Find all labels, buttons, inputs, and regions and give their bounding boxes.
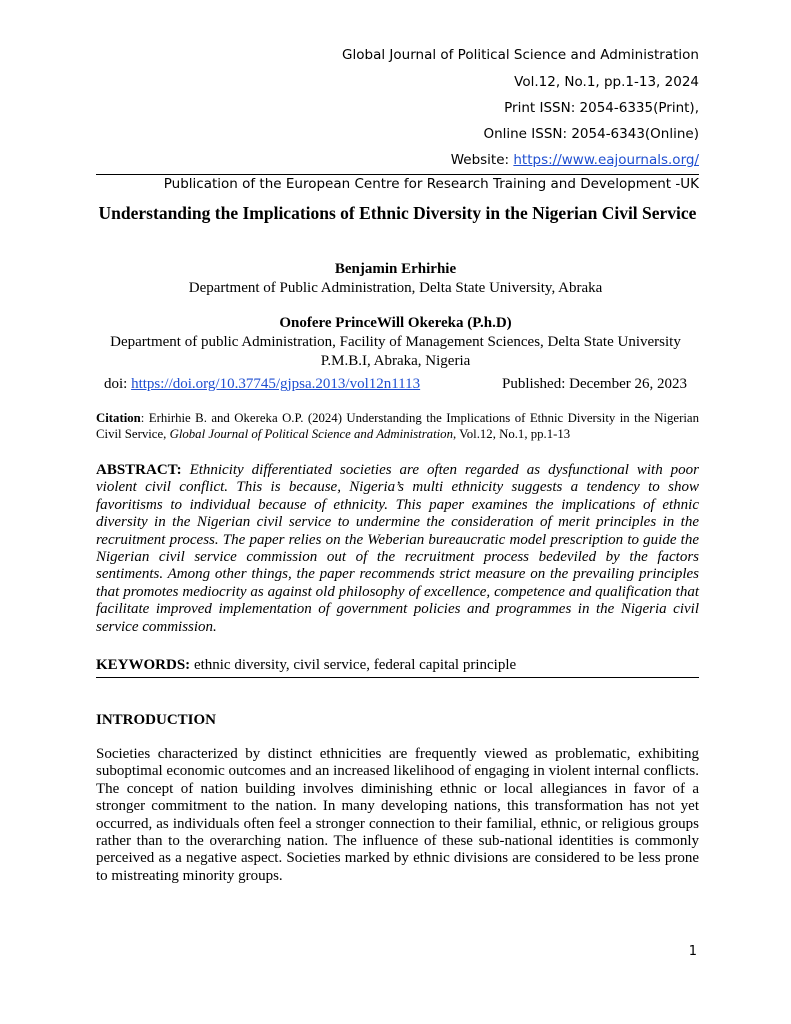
header-divider: [96, 174, 699, 175]
publisher-line: Publication of the European Centre for Research Training and Development -UK: [163, 176, 699, 192]
citation-text-before: : Erhirhie B. and Okereka O.P. (2024) Understanding the Implications of Ethnic Diversity in the Nigerian Civil Service,: [96, 411, 699, 441]
author-2-affiliation-line2: P.M.B.I, Abraka, Nigeria: [320, 353, 471, 369]
page-number: 1: [688, 944, 697, 959]
abstract: [96, 462, 699, 636]
keywords: [96, 657, 699, 674]
website-label: Website:: [450, 152, 514, 168]
journal-name: Global Journal of Political Science and Administration: [342, 47, 699, 63]
journal-volume: Vol.12, No.1, pp.1-13, 2024: [514, 74, 699, 90]
citation-journal: Global Journal of Political Science and Administration: [169, 427, 453, 441]
paper-title: Understanding the Implications of Ethnic Diversity in the Nigerian Civil Service: [98, 203, 697, 223]
author-2-name: Onofere PrinceWill Okereka (P.h.D): [279, 315, 512, 331]
keywords-text: ethnic diversity, civil service, federal capital principle: [190, 657, 517, 673]
introduction-text: Societies characterized by distinct ethnicities are frequently viewed as problematic, exhibiting suboptimal economic outcomes and an increased likelihood of engaging in violent internal conflicts. The concept of nation building involves diminishing ethnic or local allegiances in favor of a stronger commitment to the nation. In many developing nations, this transformation has not yet occurred, as individuals often feel a stronger connection to their familial, ethnic, or religious groups rather than to the overarching nation. The influence of these sub-national identities is commonly perceived as a negative aspect. Societies marked by ethnic divisions are considered to be less prone to mistreating minority groups.: [96, 746, 699, 884]
keywords-divider: [96, 677, 699, 678]
doi-label: doi:: [104, 376, 132, 392]
citation-label: Citation: [96, 411, 141, 425]
published-date: Published: December 26, 2023: [502, 376, 687, 392]
doi-link[interactable]: https://doi.org/10.37745/gjpsa.2013/vol12n1113: [131, 376, 421, 392]
website-link[interactable]: https://www.eajournals.org/: [513, 152, 699, 168]
author-1-name: Benjamin Erhirhie: [334, 261, 457, 277]
doi-row: [104, 376, 687, 393]
author-2-affiliation-line1: Department of public Administration, Facility of Management Sciences, Delta State University: [110, 334, 681, 350]
author-1-affiliation: Department of Public Administration, Delta State University, Abraka: [188, 280, 603, 296]
abstract-label: ABSTRACT:: [96, 462, 182, 478]
citation-text-after: , Vol.12, No.1, pp.1-13: [452, 427, 571, 441]
website-line: [451, 152, 699, 168]
print-issn: Print ISSN: 2054-6335(Print),: [504, 100, 699, 116]
keywords-label: KEYWORDS:: [96, 657, 191, 673]
online-issn: Online ISSN: 2054-6343(Online): [483, 126, 699, 142]
abstract-text: Ethnicity differentiated societies are often regarded as dysfunctional with poor violent civil conflict. This is because, Nigeria’s multi ethnicity suggests a tendency to show favoritisms to individual because of ethnicity. This paper examines the implications of ethnic diversity in the Nigerian civil service to undermine the consideration of merit principles in the recruitment process. The paper relies on the Weberian bureaucratic model prescription to guide the Nigerian civil service commission out of the recruitment process bedeviled by the factors sentiments. Among other things, the paper recommends strict measure on the prevailing principles that promotes mediocrity as against old philosophy of excellence, competence and qualification that facilitate improved implementation of government policies and programmes in the Nigeria civil service commission.: [96, 462, 700, 635]
citation: [96, 410, 699, 442]
introduction-heading: INTRODUCTION: [96, 712, 217, 728]
